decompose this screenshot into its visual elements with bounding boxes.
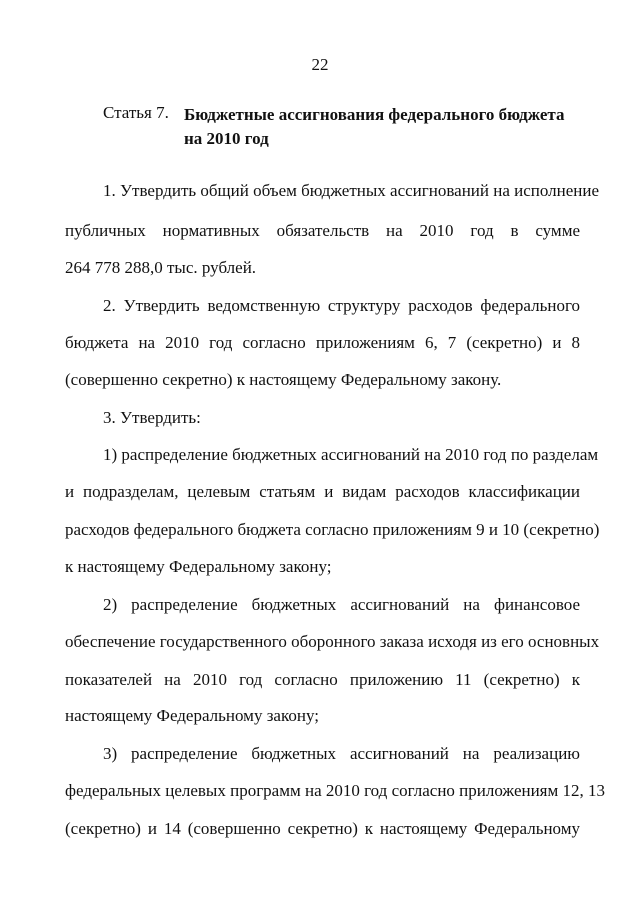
paragraph-line: настоящему Федеральному закону;: [65, 706, 319, 725]
paragraph-line: 2. Утвердить ведомственную структуру расходов федерального: [103, 296, 580, 315]
paragraph-line: публичных нормативных обязательств на 2010 год в сумме: [65, 221, 580, 240]
article-label: Статья 7.: [103, 103, 169, 122]
paragraph-line: (секретно) и 14 (совершенно секретно) к настоящему Федеральному: [65, 819, 580, 838]
paragraph-line: и подразделам, целевым статьям и видам расходов классификации: [65, 482, 580, 501]
page-number: 22: [311, 55, 329, 74]
paragraph-line: обеспечение государственного оборонного заказа исходя из его основных: [65, 632, 600, 651]
paragraph-line: показателей на 2010 год согласно приложению 11 (секретно) к: [65, 670, 580, 689]
paragraph-line: бюджета на 2010 год согласно приложениям 6, 7 (секретно) и 8: [65, 333, 580, 352]
paragraph-line: расходов федерального бюджета согласно приложениям 9 и 10 (секретно): [65, 520, 600, 539]
article-title: Бюджетные ассигнования федерального бюджета на 2010 год: [184, 105, 565, 148]
paragraph-line: 264 778 288,0 тыс. рублей.: [65, 258, 257, 277]
paragraph-line: федеральных целевых программ на 2010 год согласно приложениям 12, 13: [65, 781, 606, 800]
paragraph-line: (совершенно секретно) к настоящему Федеральному закону.: [65, 370, 502, 389]
paragraph-line: 1. Утвердить общий объем бюджетных ассигнований на исполнение: [103, 181, 600, 200]
paragraph-line: к настоящему Федеральному закону;: [65, 557, 332, 576]
paragraph-line: 1) распределение бюджетных ассигнований на 2010 год по разделам: [103, 445, 599, 464]
paragraph-line: 3. Утвердить:: [103, 408, 201, 427]
paragraph-line: 2) распределение бюджетных ассигнований на финансовое: [103, 595, 580, 614]
paragraph-line: 3) распределение бюджетных ассигнований на реализацию: [103, 744, 580, 763]
